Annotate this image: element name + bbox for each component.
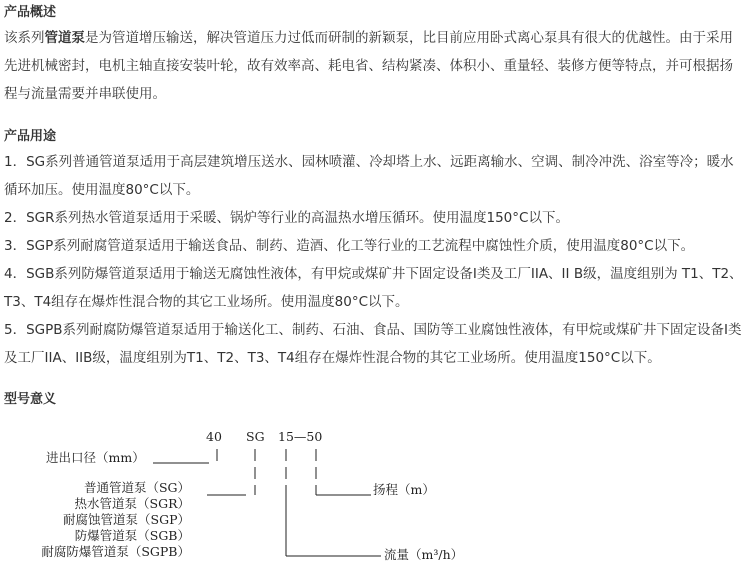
- usage-item-3: 3．SGP系列耐腐管道泵适用于输送食品、制药、造酒、化工等行业的工艺流程中腐蚀性介质，使用温度80°C以下。: [4, 238, 695, 254]
- code-diameter: 40: [206, 429, 222, 444]
- usage-item-2: 2．SGR系列热水管道泵适用于采暖、锅炉等行业的高温热水增压循环。使用温度150°C以下。: [4, 210, 569, 226]
- type-sgp: 耐腐蚀管道泵（SGP）: [63, 512, 190, 527]
- code-series: SG: [246, 429, 265, 444]
- label-head: 扬程（m）: [373, 482, 435, 497]
- usage-item-4: 4．SGB系列防爆管道泵适用于输送无腐蚀性液体，有甲烷或煤矿井下固定设备I类及工厂IIA、II B级，温度组别为 T1、T2、T3、T4组存在爆炸性混合物的其它工业场所。使用温度80°C以下。: [4, 266, 743, 310]
- type-sg: 普通管道泵（SG）: [83, 480, 190, 495]
- type-sgr: 热水管道泵（SGR）: [74, 496, 190, 511]
- overview-heading: 产品概述: [4, 5, 57, 20]
- model-heading: 型号意义: [4, 392, 57, 407]
- overview-bold-term: 管道泵: [44, 30, 85, 46]
- overview-paragraph: [4, 24, 746, 108]
- overview-text: 是为管道增压输送，解决管道压力过低而研制的新颖泵，比目前应用卧式离心泵具有很大的优越性。由于采用先进机械密封，电机主轴直接安装叶轮，故有效率高、耗电省、结构紧凑、体积小、重量轻、装修方便等特点，并可根据扬程与流量需要并串联使用。: [4, 30, 733, 102]
- model-code-diagram: [0, 425, 750, 580]
- usage-heading: 产品用途: [4, 129, 57, 144]
- usage-item-5: 5．SGPB系列耐腐防爆管道泵适用于输送化工、制药、石油、食品、国防等工业腐蚀性液体，有甲烷或煤矿井下固定设备I类及工厂IIA、IIB级，温度组别为T1、T2、T3、T4组存在爆炸性混合物的其它工业场所。使用温度150°C以下。: [4, 322, 742, 366]
- overview-prefix: 该系列: [4, 30, 45, 46]
- type-sgpb: 耐腐防爆管道泵（SGPB）: [41, 544, 190, 559]
- usage-item-1: 1．SG系列普通管道泵适用于高层建筑增压送水、园林喷灌、冷却塔上水、远距离输水、空调、制冷冲洗、浴室等冷；暖水循环加压。使用温度80°C以下。: [4, 154, 734, 198]
- code-spec: 15—50: [278, 429, 323, 444]
- type-sgb: 防爆管道泵（SGB）: [74, 528, 190, 543]
- label-inlet-diameter: 进出口径（mm）: [46, 450, 145, 465]
- label-flow: 流量（m³/h）: [384, 547, 464, 562]
